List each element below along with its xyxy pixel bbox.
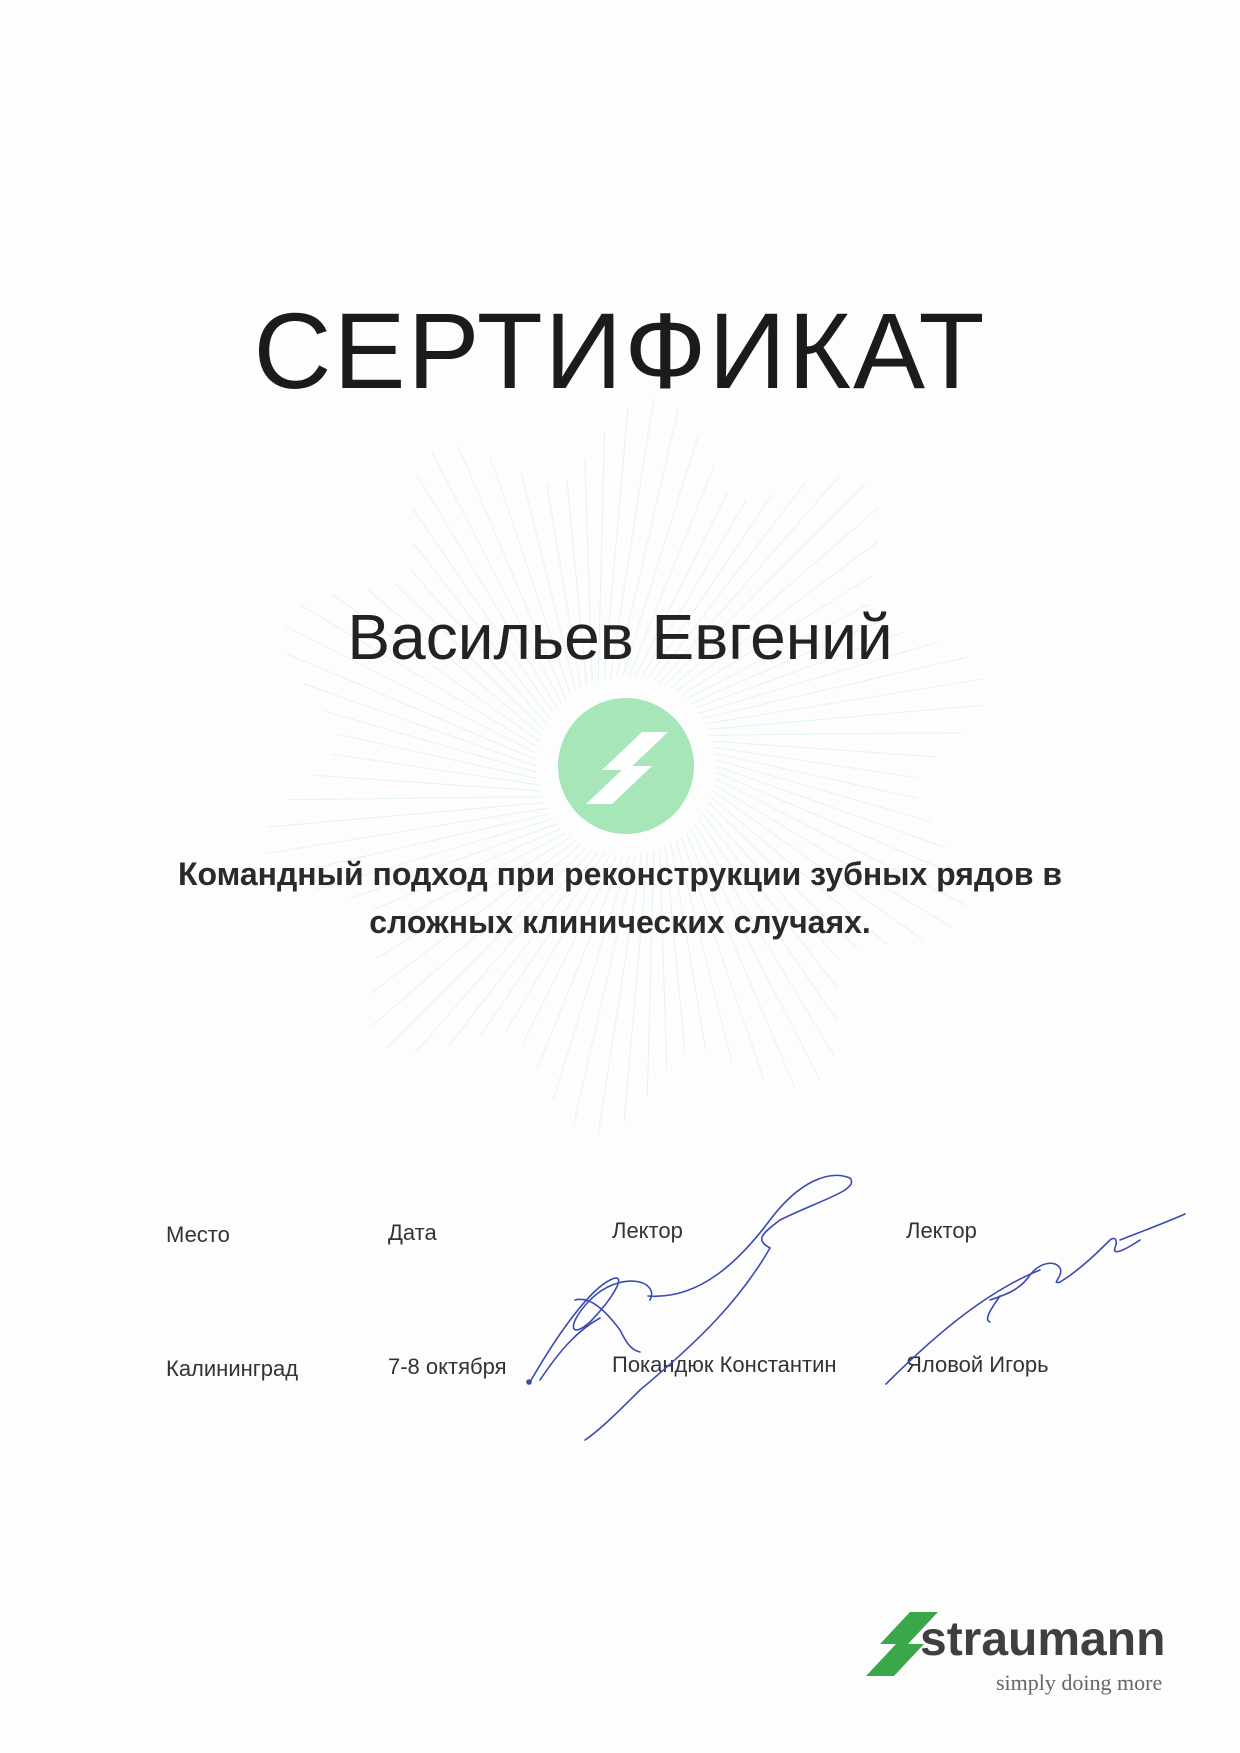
recipient-name: Васильев Евгений xyxy=(347,601,893,673)
date-label: Дата xyxy=(388,1220,437,1245)
lecturer-2-name: Яловой Игорь xyxy=(906,1352,1049,1377)
place-label: Место xyxy=(166,1222,230,1247)
date-value: 7-8 октября xyxy=(388,1354,507,1379)
brand-name: straumann xyxy=(920,1613,1166,1666)
lecturer-2-label: Лектор xyxy=(906,1218,977,1243)
course-title xyxy=(160,850,1080,946)
lecturer-1-name: Покандюк Константин xyxy=(612,1352,837,1377)
certificate-title: СЕРТИФИКАТ xyxy=(253,290,987,411)
straumann-s-emblem-icon xyxy=(556,696,696,836)
brand-tagline: simply doing more xyxy=(996,1670,1163,1695)
course-title-line-2: сложных клинических случаях. xyxy=(369,904,871,940)
place-value: Калининград xyxy=(166,1356,299,1381)
lecturer-1-label: Лектор xyxy=(612,1218,683,1243)
course-title-line-1: Командный подход при реконструкции зубных рядов в xyxy=(177,856,1063,892)
